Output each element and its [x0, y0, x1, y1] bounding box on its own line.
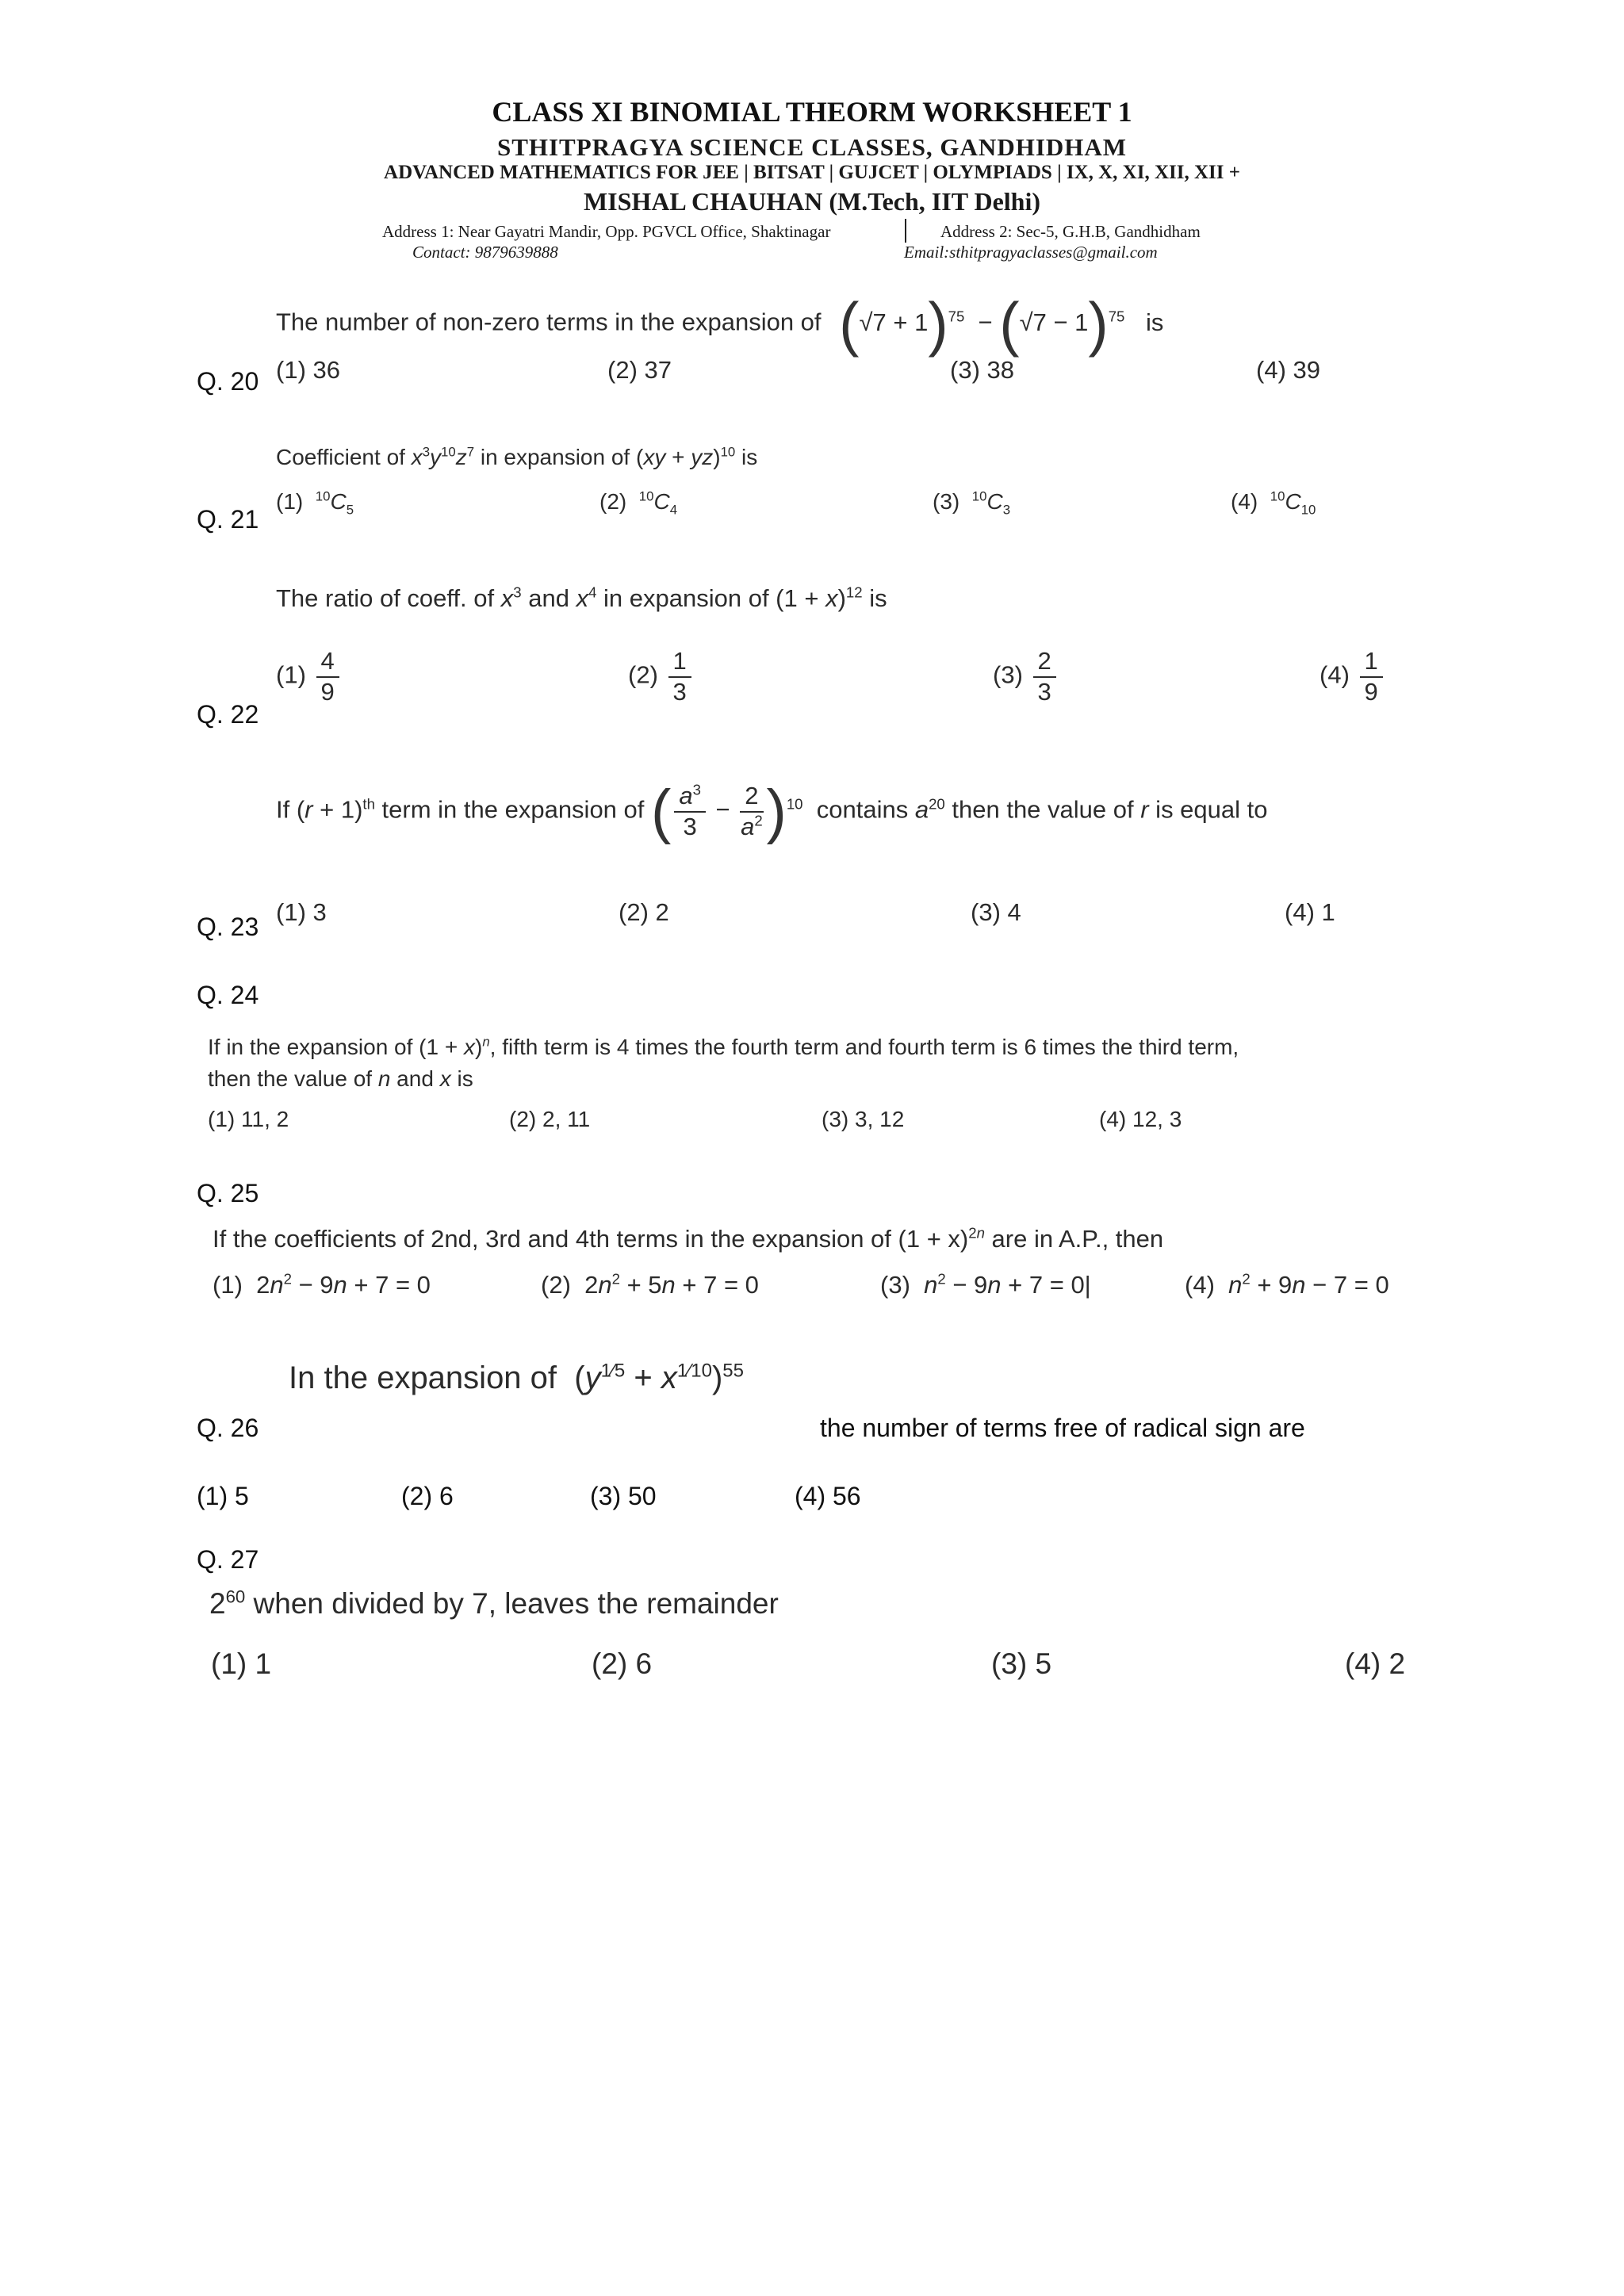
q26-label: Q. 26	[197, 1414, 259, 1442]
q26-option-4: (4) 56	[795, 1482, 861, 1510]
q24-option-1: (1) 11, 2	[208, 1107, 289, 1131]
q26-option-2: (2) 6	[401, 1482, 454, 1510]
q23-text: If $(r + 1)^{th}$ term in the expansion of ( $\frac{a^3}{3}$ − $\frac{2}{a^2}$ )$^{10}$ contains $a^{20}$ then the value of r is equal to	[276, 778, 1268, 845]
q21-text: Coefficient of $x^3y^{10}z^7$ in expansion of (xy + yz)$^{10}$ is	[276, 444, 758, 469]
q22-option-3: (3) $\frac{2}{3}$	[993, 649, 1059, 705]
worksheet-title: CLASS XI BINOMIAL THEORM WORKSHEET 1	[492, 96, 1132, 128]
q27-option-2: (2) 6	[592, 1647, 653, 1680]
q24-option-3: (3) 3, 12	[822, 1107, 905, 1131]
q24-option-2: (2) 2, 11	[509, 1107, 591, 1131]
q23-label: Q. 23	[197, 913, 259, 941]
q23-option-1: (1) 3	[276, 898, 327, 926]
address-separator	[905, 219, 906, 243]
address-2: Address 2: Sec-5, G.H.B, Gandhidham	[940, 222, 1201, 241]
q20-text	[276, 289, 1163, 358]
q25-text: If the coefficients of 2nd, 3rd and 4th terms in the expansion of $(1 + x)^{2n}$ are in A.P., then	[213, 1224, 1164, 1253]
q26-option-3: (3) 50	[590, 1482, 657, 1510]
institute-name: STHITPRAGYA SCIENCE CLASSES, GANDHIDHAM	[496, 133, 1128, 161]
q25-option-1: (1) $2n^2 - 9n + 7 = 0$	[213, 1270, 431, 1299]
q22-option-2: (2) $\frac{1}{3}$	[628, 649, 695, 705]
q20-option-1: (1) 36	[276, 356, 340, 384]
q21-option-3: (3) $^{10}C_3$	[933, 488, 1011, 518]
q20-exp-2: 75	[1108, 308, 1125, 325]
contact-email: Email:sthitpragyaclasses@gmail.com	[904, 243, 1158, 262]
q20-option-2: (2) 37	[607, 356, 672, 384]
q23-option-4: (4) 1	[1285, 898, 1335, 926]
q20-tail: is	[1146, 308, 1164, 336]
q20-expression: $(√7 + 1)^{75} - (√7 - 1)^{75}$	[839, 290, 1125, 358]
q24-option-4: (4) 12, 3	[1099, 1107, 1182, 1131]
q20-stem: The number of non-zero terms in the expansion of	[276, 308, 822, 336]
q20-option-3: (3) 38	[950, 356, 1014, 384]
q22-option-1: (1) $\frac{4}{9}$	[276, 649, 343, 705]
q24-text-line2: then the value of n and x is	[208, 1066, 473, 1091]
q23-option-3: (3) 4	[971, 898, 1021, 926]
q23-option-2: (2) 2	[619, 898, 669, 926]
q20-exp-1: 75	[948, 308, 965, 325]
q20-label: Q. 20	[197, 367, 259, 396]
q20-option-4: (4) 39	[1256, 356, 1320, 384]
q27-label: Q. 27	[197, 1545, 259, 1574]
q22-text: The ratio of coeff. of $x^3$ and $x^4$ in expansion of $(1 + x)^{12}$ is	[276, 584, 887, 612]
q21-option-1: (1) $^{10}C_5$	[276, 488, 354, 518]
subjects-line: ADVANCED MATHEMATICS FOR JEE | BITSAT | GUJCET | OLYMPIADS | IX, X, XI, XII, XII +	[384, 162, 1240, 183]
q22-label: Q. 22	[197, 700, 259, 729]
q27-option-4: (4) 2	[1345, 1647, 1406, 1680]
q21-label: Q. 21	[197, 505, 259, 534]
q26-tail: the number of terms free of radical sign are	[820, 1414, 1305, 1442]
q26-text: In the expansion of $(y^{1⁄5} + x^{1⁄10})^{55}$	[289, 1360, 744, 1395]
contact-number: Contact: 9879639888	[412, 243, 558, 262]
address-1: Address 1: Near Gayatri Mandir, Opp. PGVCL Office, Shaktinagar	[382, 222, 831, 241]
q21-option-4: (4) $^{10}C_{10}$	[1231, 488, 1316, 518]
q25-option-4: (4) $n^2 + 9n - 7 = 0$	[1185, 1270, 1389, 1299]
q21-option-2: (2) $^{10}C_4$	[599, 488, 678, 518]
q25-option-3: (3) $n^2 - 9n + 7 = 0|$	[880, 1270, 1091, 1299]
q27-text: $2^{60}$ when divided by 7, leaves the remainder	[209, 1586, 779, 1620]
q22-option-4: (4) $\frac{1}{9}$	[1320, 649, 1386, 705]
q26-option-1: (1) 5	[197, 1482, 249, 1510]
q24-label: Q. 24	[197, 981, 259, 1009]
q27-option-1: (1) 1	[211, 1647, 272, 1680]
q27-option-3: (3) 5	[991, 1647, 1052, 1680]
teacher-name: MISHAL CHAUHAN (M.Tech, IIT Delhi)	[583, 187, 1041, 216]
q24-text-line1: If in the expansion of $(1 + x)^n$, fifth term is 4 times the fourth term and fourth term is 6 times the third term,	[208, 1034, 1239, 1059]
q25-option-2: (2) $2n^2 + 5n + 7 = 0$	[541, 1270, 759, 1299]
q25-label: Q. 25	[197, 1179, 259, 1207]
